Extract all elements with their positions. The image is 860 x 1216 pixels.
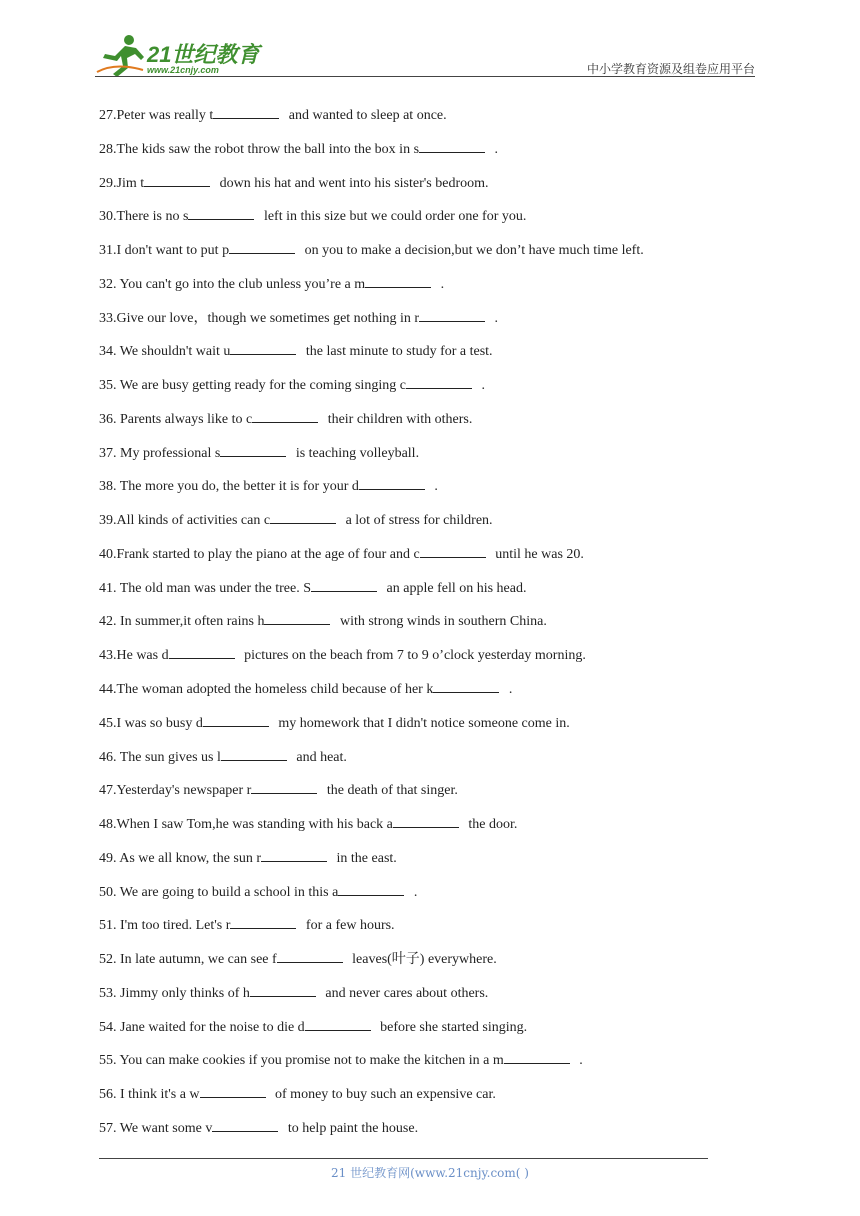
question-item	[99, 813, 739, 847]
question-text-before: 45.I was so busy d	[99, 715, 203, 731]
question-text-before: 29.Jim t	[99, 175, 145, 191]
question-item	[99, 104, 739, 138]
question-item	[99, 543, 739, 577]
question-text-after: and wanted to sleep at once.	[285, 108, 447, 123]
question-text-before: 54. Jane waited for the noise to die d	[99, 1019, 305, 1035]
question-item	[99, 746, 739, 780]
question-text-after: before she started singing.	[376, 1019, 528, 1035]
question-text-after: the door.	[464, 817, 518, 833]
answer-blank[interactable]	[261, 847, 327, 862]
question-item	[99, 779, 739, 813]
question-item	[99, 610, 739, 644]
answer-blank[interactable]	[229, 239, 295, 254]
answer-blank[interactable]	[212, 1117, 278, 1132]
question-item	[99, 847, 739, 881]
question-text-before: 39.All kinds of activities can c	[99, 513, 271, 529]
question-item	[99, 881, 739, 915]
site-logo	[95, 32, 265, 78]
question-item	[99, 172, 739, 206]
question-text-before: 43.He was d	[99, 648, 169, 664]
answer-blank[interactable]	[311, 577, 377, 592]
footer-divider	[99, 1158, 708, 1159]
question-text-after: on you to make a decision,but we don’t have much time left.	[301, 243, 644, 259]
question-text-before: 33.Give our love，though we sometimes get nothing in r	[99, 310, 420, 326]
question-item	[99, 914, 739, 948]
header-slogan: 中小学教育资源及组卷应用平台	[586, 62, 755, 76]
question-item	[99, 205, 739, 239]
question-text-before: 34. We shouldn't wait u	[99, 344, 231, 360]
answer-blank[interactable]	[419, 138, 485, 153]
answer-blank[interactable]	[252, 408, 318, 423]
runner-logo-icon	[95, 32, 147, 78]
question-text-before: 44.The woman adopted the homeless child because of her k	[99, 682, 434, 698]
question-text-before: 38. The more you do, the better it is for your d	[99, 479, 359, 495]
question-text-before: 30.There is no s	[99, 209, 189, 225]
answer-blank[interactable]	[250, 982, 316, 997]
question-text-before: 28.The kids saw the robot throw the ball into the box in s	[99, 141, 420, 157]
question-text-after: of money to buy such an expensive car.	[271, 1087, 496, 1103]
question-text-before: 55. You can make cookies if you promise not to make the kitchen in a m	[99, 1053, 504, 1069]
question-text-after: the death of that singer.	[323, 783, 458, 799]
question-text-before: 46. The sun gives us l	[99, 749, 221, 765]
question-text-before: 57. We want some v	[99, 1120, 213, 1136]
question-text-before: 35. We are busy getting ready for the coming singing c	[99, 378, 406, 394]
question-text-after: and heat.	[292, 749, 347, 765]
question-text-before: 42. In summer,it often rains h	[99, 614, 265, 630]
question-text-before: 56. I think it's a w	[99, 1087, 200, 1103]
question-text-before: 49. As we all know, the sun r	[99, 850, 262, 866]
answer-blank[interactable]	[277, 948, 343, 963]
question-list	[99, 104, 739, 1151]
question-item	[99, 408, 739, 442]
logo-text: 21世纪教育	[147, 42, 260, 67]
answer-blank[interactable]	[230, 340, 296, 355]
question-text-after: their children with others.	[324, 411, 473, 427]
question-item	[99, 678, 739, 712]
question-text-after: pictures on the beach from 7 to 9 o’clock yesterday morning.	[240, 648, 586, 664]
question-item	[99, 239, 739, 273]
answer-blank[interactable]	[221, 746, 287, 761]
answer-blank[interactable]	[365, 273, 431, 288]
question-item	[99, 442, 739, 476]
question-text-after: is teaching volleyball.	[292, 445, 420, 461]
question-text-after: .	[491, 310, 499, 326]
answer-blank[interactable]	[230, 914, 296, 929]
question-text-before: 50. We are going to build a school in this a	[99, 884, 339, 900]
question-text-before: 47.Yesterday's newspaper r	[99, 783, 252, 799]
question-text-after: until he was 20.	[491, 546, 584, 562]
question-item	[99, 1083, 739, 1117]
question-text-before: 27.Peter was really t	[99, 108, 214, 123]
answer-blank[interactable]	[270, 509, 336, 524]
question-item	[99, 138, 739, 172]
answer-blank[interactable]	[305, 1016, 371, 1031]
answer-blank[interactable]	[251, 779, 317, 794]
answer-blank[interactable]	[359, 475, 425, 490]
question-text-before: 51. I'm too tired. Let's r	[99, 918, 231, 934]
answer-blank[interactable]	[213, 104, 279, 119]
question-text-after: .	[491, 141, 499, 157]
question-item	[99, 644, 739, 678]
question-text-after: a lot of stress for children.	[342, 513, 493, 529]
question-text-before: 37. My professional s	[99, 445, 221, 461]
question-text-before: 48.When I saw Tom,he was standing with his back a	[99, 817, 393, 833]
question-text-after: .	[505, 682, 513, 698]
question-item	[99, 340, 739, 374]
page-header	[95, 28, 755, 78]
question-text-after: my homework that I didn't notice someone come in.	[274, 715, 570, 731]
answer-blank[interactable]	[203, 712, 269, 727]
header-divider	[95, 76, 755, 77]
question-text-after: to help paint the house.	[284, 1120, 419, 1136]
answer-blank[interactable]	[264, 610, 330, 625]
answer-blank[interactable]	[419, 307, 485, 322]
question-text-after: an apple fell on his head.	[383, 580, 527, 596]
question-text-after: .	[410, 884, 418, 900]
page-footer: 21 世纪教育网(www.21cnjy.com( )	[331, 1166, 529, 1180]
question-text-before: 31.I don't want to put p	[99, 243, 230, 259]
answer-blank[interactable]	[393, 813, 459, 828]
question-text-after: .	[575, 1053, 583, 1069]
question-item	[99, 475, 739, 509]
question-text-before: 41. The old man was under the tree. S	[99, 580, 312, 596]
question-item	[99, 1117, 739, 1151]
question-text-after: down his hat and went into his sister's bedroom.	[216, 175, 489, 191]
question-text-after: .	[430, 479, 438, 495]
question-item	[99, 307, 739, 341]
answer-blank[interactable]	[144, 172, 210, 187]
question-text-after: left in this size but we could order one for you.	[260, 209, 527, 225]
question-item	[99, 1016, 739, 1050]
question-item	[99, 577, 739, 611]
question-text-after: .	[437, 276, 445, 292]
question-text-before: 40.Frank started to play the piano at the age of four and c	[99, 546, 420, 562]
question-text-after: the last minute to study for a test.	[302, 344, 493, 360]
answer-blank[interactable]	[433, 678, 499, 693]
question-text-after: and never cares about others.	[321, 985, 489, 1001]
question-text-before: 52. In late autumn, we can see f	[99, 952, 277, 968]
answer-blank[interactable]	[406, 374, 472, 389]
answer-blank[interactable]	[169, 644, 235, 659]
answer-blank[interactable]	[188, 205, 254, 220]
question-text-after: .	[477, 378, 485, 394]
question-item	[99, 948, 739, 982]
question-item	[99, 374, 739, 408]
question-item	[99, 1049, 739, 1083]
question-text-before: 32. You can't go into the club unless you’re a m	[99, 276, 366, 292]
answer-blank[interactable]	[420, 543, 486, 558]
question-text-after: in the east.	[333, 850, 397, 866]
answer-blank[interactable]	[220, 442, 286, 457]
question-item	[99, 509, 739, 543]
question-text-before: 36. Parents always like to c	[99, 411, 253, 427]
question-text-after: with strong winds in southern China.	[336, 614, 547, 630]
question-item	[99, 273, 739, 307]
question-item	[99, 982, 739, 1016]
question-text-before: 53. Jimmy only thinks of h	[99, 985, 250, 1001]
question-text-after: leaves(叶子) everywhere.	[348, 952, 497, 968]
answer-blank[interactable]	[504, 1049, 570, 1064]
answer-blank[interactable]	[200, 1083, 266, 1098]
question-item	[99, 712, 739, 746]
answer-blank[interactable]	[338, 881, 404, 896]
question-text-after: for a few hours.	[302, 918, 395, 934]
logo-url: www.21cnjy.com	[147, 65, 219, 75]
